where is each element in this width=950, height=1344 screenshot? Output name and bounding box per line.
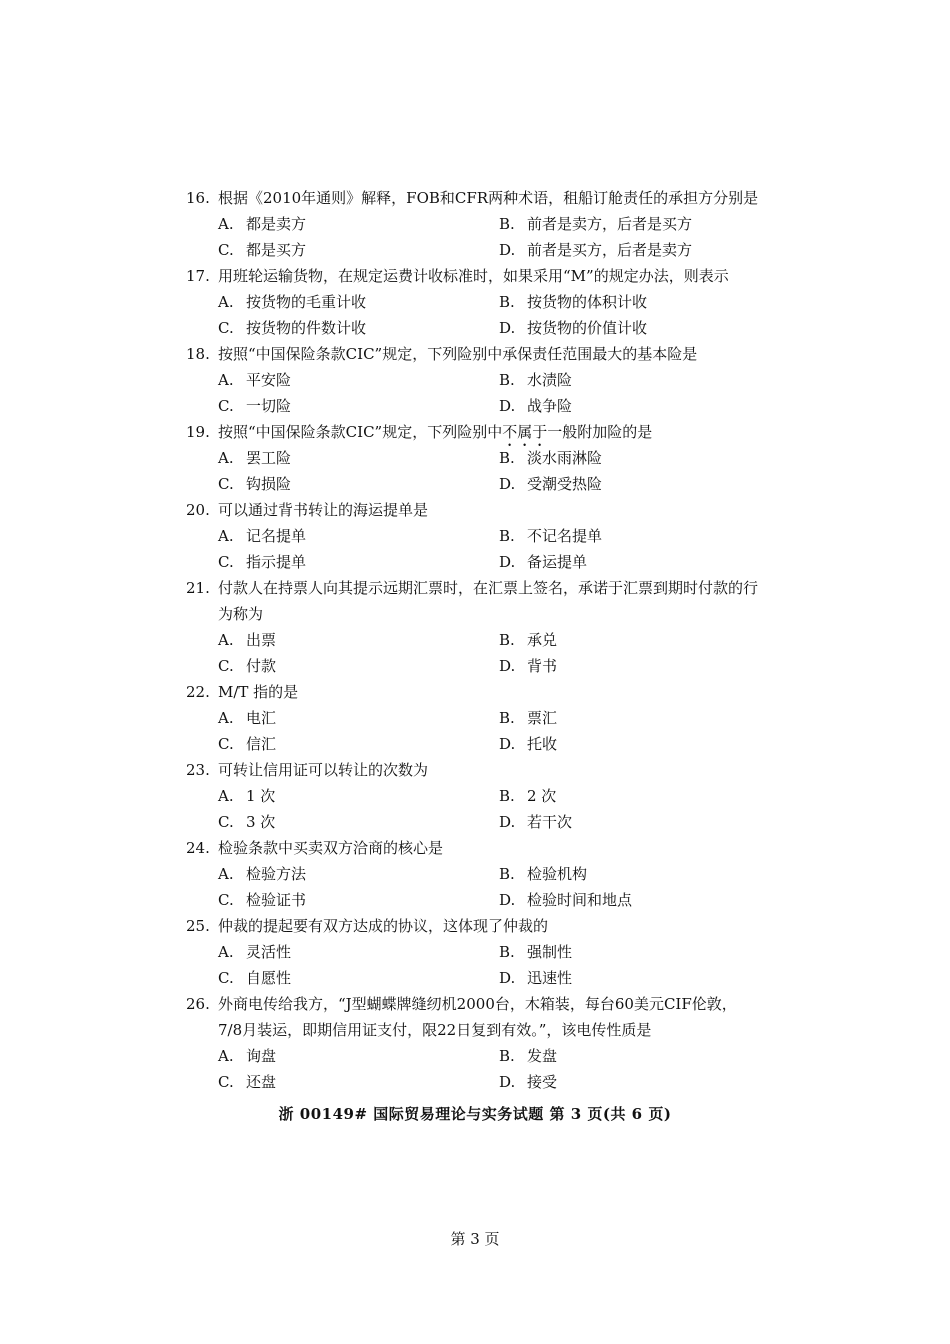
option-a: A. 罢工险 <box>218 449 292 467</box>
question-number: 18. <box>186 345 210 363</box>
option-a: A. 记名提单 <box>218 527 307 545</box>
question-number: 17. <box>186 267 210 285</box>
option-d: D. 按货物的价值计收 <box>499 319 648 337</box>
question-stem <box>186 419 786 445</box>
option-b: B. 票汇 <box>499 709 558 727</box>
question-number: 22. <box>186 683 210 701</box>
question-stem <box>186 991 786 1017</box>
option-a: A. 都是卖方 <box>218 215 307 233</box>
question-16 <box>186 185 786 263</box>
exam-footer: 浙 00149# 国际贸易理论与实务试题 第 3 页(共 6 页) <box>278 1105 672 1123</box>
option-grid <box>218 445 786 497</box>
option-d: D. 背书 <box>499 657 558 675</box>
option-grid <box>218 211 786 263</box>
option-a: A. 出票 <box>218 631 277 649</box>
question-17 <box>186 263 786 341</box>
option-d: D. 前者是买方，后者是卖方 <box>499 241 693 259</box>
option-c: C. 指示提单 <box>218 553 307 571</box>
option-b: B. 前者是卖方，后者是买方 <box>499 215 693 233</box>
question-text-line-1: 外商电传给我方，“J型蝴蝶牌缝纫机2000台，木箱装，每台60美元CIF伦敦， <box>218 995 737 1013</box>
option-a: A. 检验方法 <box>218 865 307 883</box>
question-number: 25. <box>186 917 210 935</box>
question-text: 检验条款中买卖双方洽商的核心是 <box>218 839 444 857</box>
option-grid <box>218 1043 786 1095</box>
option-b: B. 淡水雨淋险 <box>499 449 603 467</box>
question-21 <box>186 575 786 679</box>
question-number: 19. <box>186 423 210 441</box>
option-grid <box>218 861 786 913</box>
question-text: 用班轮运输货物，在规定运费计收标准时，如果采用“M”的规定办法，则表示 <box>218 267 729 285</box>
option-c: C. 信汇 <box>218 735 277 753</box>
option-c: C. 付款 <box>218 657 277 675</box>
option-b: B. 发盘 <box>499 1047 558 1065</box>
question-number: 23. <box>186 761 210 779</box>
option-grid <box>218 783 786 835</box>
option-c: C. 按货物的件数计收 <box>218 319 367 337</box>
question-20 <box>186 497 786 575</box>
option-b: B. 检验机构 <box>499 865 588 883</box>
question-stem <box>186 679 786 705</box>
option-a: A. 电汇 <box>218 709 277 727</box>
page-number: 第 3 页 <box>450 1230 500 1248</box>
question-text-line-2: 为称为 <box>218 605 264 623</box>
option-grid <box>218 367 786 419</box>
question-stem <box>186 913 786 939</box>
question-stem <box>186 497 786 523</box>
option-grid <box>218 289 786 341</box>
option-c: C. 一切险 <box>218 397 292 415</box>
question-text-line-2: 7/8月装运，即期信用证支付，限22日复到有效。”，该电传性质是 <box>218 1021 652 1039</box>
option-a: A. 平安险 <box>218 371 292 389</box>
question-25 <box>186 913 786 991</box>
question-text: 按照“中国保险条款CIC”规定，下列险别中不属于一般附加险的是 <box>218 423 653 441</box>
question-19 <box>186 419 786 497</box>
option-a: A. 灵活性 <box>218 943 292 961</box>
question-text-line-1: 付款人在持票人向其提示远期汇票时，在汇票上签名，承诺于汇票到期时付款的行 <box>218 579 759 597</box>
question-list <box>186 185 786 1095</box>
question-23 <box>186 757 786 835</box>
question-stem <box>186 185 786 211</box>
option-d: D. 托收 <box>499 735 558 753</box>
question-26 <box>186 991 786 1095</box>
option-a: A. 按货物的毛重计收 <box>218 293 367 311</box>
option-d: D. 战争险 <box>499 397 573 415</box>
question-stem <box>186 757 786 783</box>
emphasized-text: 不属于 <box>502 423 548 441</box>
option-c: C. 都是买方 <box>218 241 307 259</box>
option-c: C. 还盘 <box>218 1073 277 1091</box>
option-b: B. 承兑 <box>499 631 558 649</box>
question-number: 20. <box>186 501 210 519</box>
option-c: C. 3 次 <box>218 813 276 831</box>
question-22 <box>186 679 786 757</box>
question-stem-continued <box>186 1017 786 1043</box>
option-c: C. 自愿性 <box>218 969 292 987</box>
question-text: 根据《2010年通则》解释，FOB和CFR两种术语，租船订舱责任的承担方分别是 <box>218 189 759 207</box>
option-d: D. 接受 <box>499 1073 558 1091</box>
option-d: D. 备运提单 <box>499 553 588 571</box>
question-text: 可以通过背书转让的海运提单是 <box>218 501 429 519</box>
option-b: B. 按货物的体积计收 <box>499 293 648 311</box>
option-d: D. 检验时间和地点 <box>499 891 633 909</box>
question-24 <box>186 835 786 913</box>
question-text: M/T 指的是 <box>218 683 299 701</box>
question-text: 按照“中国保险条款CIC”规定，下列险别中承保责任范围最大的基本险是 <box>218 345 698 363</box>
option-d: D. 迅速性 <box>499 969 573 987</box>
option-a: A. 1 次 <box>218 787 276 805</box>
question-stem <box>186 263 786 289</box>
question-stem <box>186 835 786 861</box>
question-number: 24. <box>186 839 210 857</box>
question-text: 仲裁的提起要有双方达成的协议，这体现了仲裁的 <box>218 917 549 935</box>
option-a: A. 询盘 <box>218 1047 277 1065</box>
option-b: B. 强制性 <box>499 943 573 961</box>
question-18 <box>186 341 786 419</box>
option-grid <box>218 523 786 575</box>
option-b: B. 2 次 <box>499 787 557 805</box>
option-grid <box>218 939 786 991</box>
question-stem-continued <box>186 601 786 627</box>
option-d: D. 受潮受热险 <box>499 475 603 493</box>
option-grid <box>218 705 786 757</box>
option-b: B. 不记名提单 <box>499 527 603 545</box>
question-text: 可转让信用证可以转让的次数为 <box>218 761 429 779</box>
option-d: D. 若干次 <box>499 813 573 831</box>
option-c: C. 检验证书 <box>218 891 307 909</box>
option-grid <box>218 627 786 679</box>
question-number: 21. <box>186 579 210 597</box>
option-b: B. 水渍险 <box>499 371 573 389</box>
question-stem <box>186 575 786 601</box>
question-number: 16. <box>186 189 210 207</box>
question-number: 26. <box>186 995 210 1013</box>
question-stem <box>186 341 786 367</box>
option-c: C. 钩损险 <box>218 475 292 493</box>
